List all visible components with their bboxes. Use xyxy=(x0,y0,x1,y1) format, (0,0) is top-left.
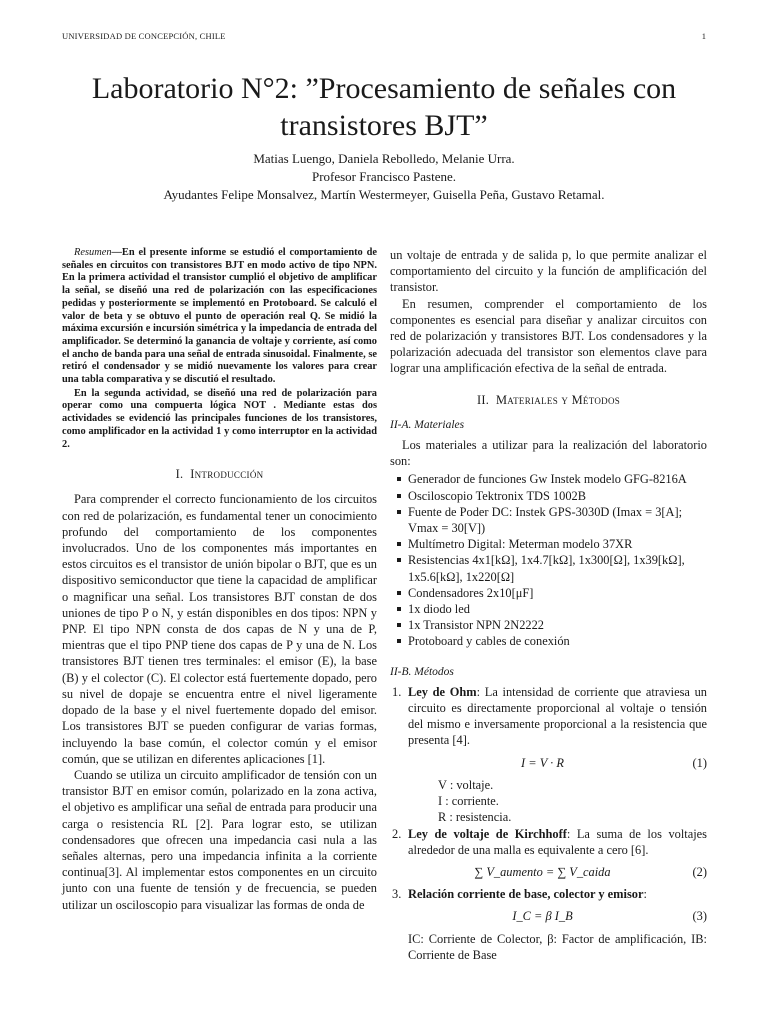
list-item: Fuente de Poder DC: Instek GPS-3030D (Imax = 3[A]; Vmax = 30[V]) xyxy=(390,504,707,536)
list-item: Osciloscopio Tektronix TDS 1002B xyxy=(390,488,707,504)
abstract-text: —En el presente informe se estudió el comportamiento de señales en circuitos con transistores BJT en modo activo de tipo NPN. En la primera actividad el transistor cumplió el objetivo de amplificar la señal, se diseñó una red de polarización con las especificaciones pedidas y posteriormente se implementó en Protoboard. Se calculó el valor de beta y se obtuvo el punto de operación real Q. Se midió la máxima excursión e incursión simétrica y la impedancia de entrada del amplificador. Se determinó la ganancia de voltaje y corriente, así como el ancho de banda para una señal de entrada sinusoidal. Finalmente, se retiró el condensador y se midió nuevamente los valores para crear una tabla comparativa y se discutió el resultado. xyxy=(62,247,377,386)
list-item: 1x Transistor NPN 2N2222 xyxy=(390,617,707,633)
list-item: Condensadores 2x10[μF] xyxy=(390,585,707,601)
list-item: Resistencias 4x1[kΩ], 1x4.7[kΩ], 1x300[Ω], 1x39[kΩ], 1x5.6[kΩ], 1x220[Ω] xyxy=(390,552,707,584)
section-heading-intro: I. Introducción xyxy=(175,467,264,482)
intro-paragraph-2-cont: un voltaje de entrada y de salida p, lo que permite analizar el comportamiento del circuito y la función de amplificación del transistor. xyxy=(390,248,707,295)
intro-paragraph-2: Cuando se utiliza un circuito amplificador de tensión con un transistor BJT en emisor común, polarizado en la zona activa, el objetivo es amplificar una señal de entrada para producir una carga o resistencia RL [2]. Para lograr esto, se utilizan condensadores que ofrecen una impedancia casi nula a las señales alternas, pero una impedancia infinita a la corriente continua[3]. Al implementar estos componentes en un circuito junto con una fuente de tensión y de frecuencia, se pueden utilizar un osciloscopio para visualizar las formas de onda de xyxy=(62,767,377,912)
equation-variables: V : voltaje. I : corriente. R : resistencia. xyxy=(438,777,512,825)
author-students: Matias Luengo, Daniela Rebolledo, Melanie Urra. xyxy=(253,151,515,166)
list-item: 1x diodo led xyxy=(390,601,707,617)
equation-3: I_C = β I_B (3) xyxy=(512,909,707,924)
right-column xyxy=(390,247,707,963)
abstract-paragraph xyxy=(62,247,377,387)
author-block xyxy=(40,150,728,204)
equation-note: IC: Corriente de Colector, β: Factor de amplificación, IB: Corriente de Base xyxy=(408,931,707,962)
author-professor: Profesor Francisco Pastene. xyxy=(311,169,457,184)
equation-1: I = V · R (1) xyxy=(521,755,707,770)
intro-paragraph-1: Para comprender el correcto funcionamiento de los circuitos con red de polarización, es fundamental tener un conocimiento profundo del comportamiento de los componentes involucrados. Uno de los componentes más importantes en estos circuitos es el transistor de unión bipolar o BJT, que es un dispositivo semiconductor que tiene la capacidad de amplificar o magnificar una señal. Los transistores BJT constan de dos uniones de tipo P o N, y están disponibles en dos tipos: NPN y PNP. El tipo NPN consta de dos capas de N y una de P, mientras que el tipo PNP tiene dos capas de P y una de N. Los transistores BJT tienen tres terminales: el emisor (E), la base (B) y el colector (C). El colector está fuertemente dopado, pero su nivel de dopaje se encuentra entre el nivel ligeramente dopado de la base y el nivel fuertemente dopado del emisor. Los transistores BJT se pueden configurar de varias formas, incluyendo la base común, el colector común y el emisor común, que se utilizan en diferentes aplicaciones [1]. xyxy=(62,492,377,766)
list-item: Generador de funciones Gw Instek modelo GFG-8216A xyxy=(390,471,707,487)
intro-paragraph-3: En resumen, comprender el comportamiento de los componentes es esencial para diseñar y analizar circuitos con red de polarización y transistores BJT. Los condensadores y la polarización adecuada del transistor son elementos clave para lograr una amplificación efectiva de la señal de entrada. xyxy=(390,296,707,376)
equation-2: ∑ V_aumento = ∑ V_caida (2) xyxy=(474,864,707,879)
subsection-methods: II-B. Métodos xyxy=(390,665,454,678)
method-item: 2. Ley de voltaje de Kirchhoff: La suma de los voltajes alrededor de una malla es equivalente a cero [6]. ∑ V_aumento = ∑ V_caida (2) xyxy=(392,826,707,879)
materials-list xyxy=(390,471,707,649)
method-item: 1. Ley de Ohm: La intensidad de corriente que atraviesa un circuito es directamente proporcional al voltaje o tensión del mismo e inversamente proporcional a la resistencia que presenta [4]. I = V · R (1) V : voltaje. I : corriente. R : resistencia. xyxy=(392,684,707,825)
list-item: Protoboard y cables de conexión xyxy=(390,633,707,649)
materials-intro: Los materiales a utilizar para la realización del laboratorio son: xyxy=(390,438,707,469)
left-column xyxy=(62,247,377,913)
page-number: 1 xyxy=(701,31,706,41)
author-assistants: Ayudantes Felipe Monsalvez, Martín Westermeyer, Guisella Peña, Gustavo Retamal. xyxy=(163,187,605,202)
method-item: 3. Relación corriente de base, colector y emisor: I_C = β I_B (3) IC: Corriente de Colector, β: Factor de amplificación, IB: Corriente de Base xyxy=(392,887,707,962)
abstract-paragraph-2: En la segunda actividad, se diseñó una red de polarización para operar como una compuerta lógica NOT . Mediante estas dos actividades se evidenció las principales funciones de los transistores, como amplificador en la actividad 1 y como interruptor en la actividad 2. xyxy=(62,387,377,450)
methods-list xyxy=(390,684,707,963)
list-item: Multímetro Digital: Meterman modelo 37XR xyxy=(390,536,707,552)
abstract-label: Resumen xyxy=(74,247,112,258)
section-heading-materials: II. Materiales y Métodos xyxy=(476,392,621,407)
paper-title: Laboratorio N°2: ”Procesamiento de señales con transistores BJT” xyxy=(91,72,677,142)
subsection-materials: II-A. Materiales xyxy=(390,418,465,431)
running-header: UNIVERSIDAD DE CONCEPCIÓN, CHILE xyxy=(62,31,226,41)
